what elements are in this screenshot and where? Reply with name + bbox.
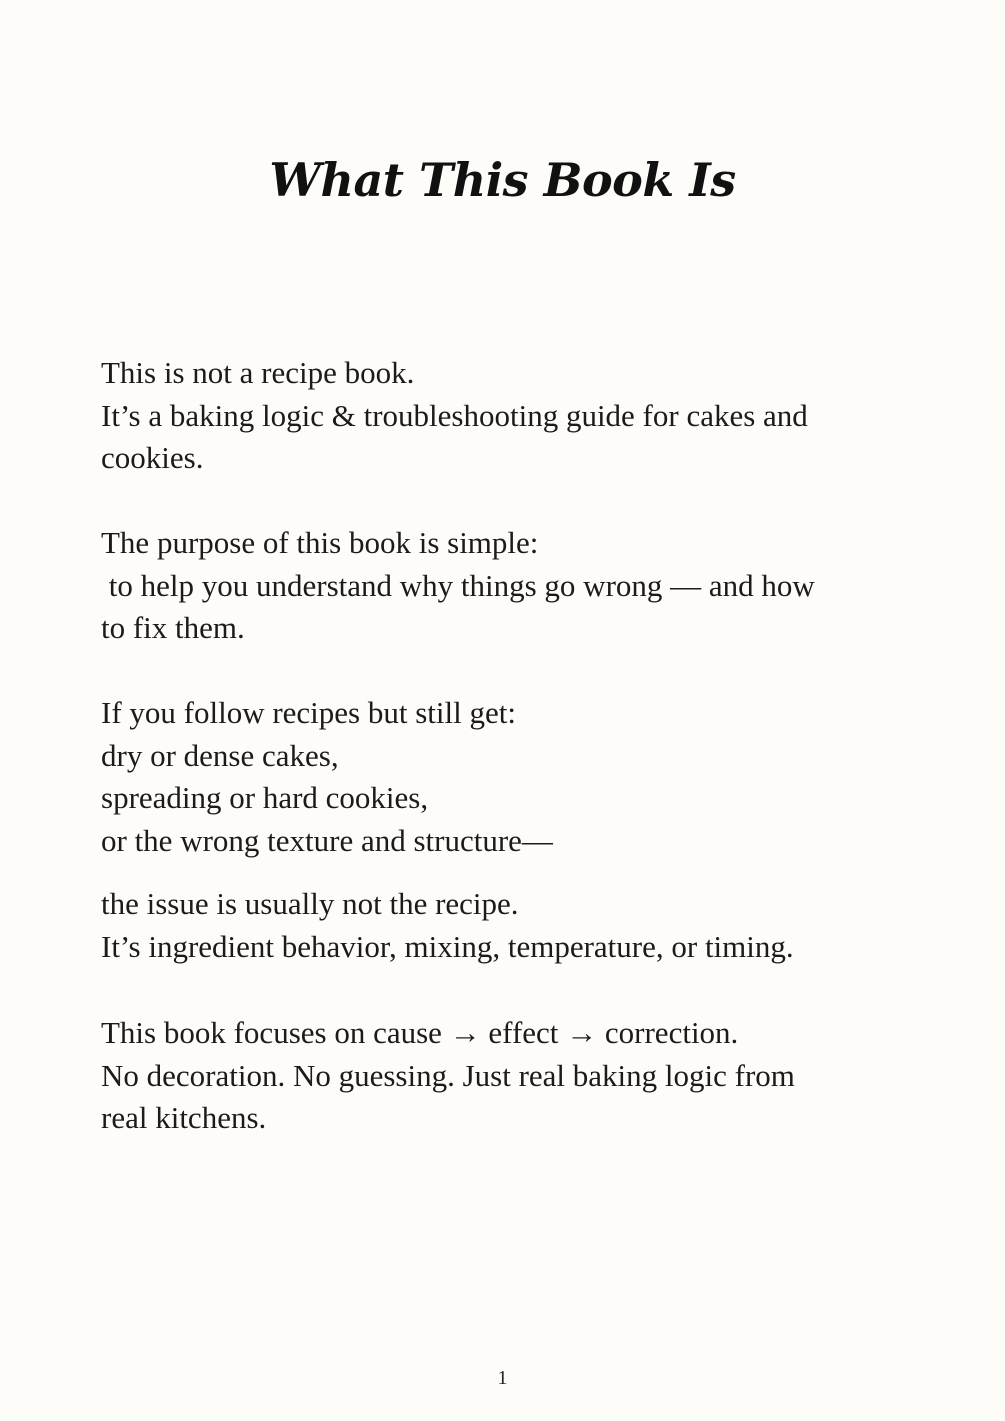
paragraph-line: dry or dense cakes, — [101, 737, 339, 773]
paragraph-line: or the wrong texture and structure— — [101, 822, 553, 858]
paragraph-line: It’s ingredient behavior, mixing, temperature, or timing. — [101, 928, 794, 964]
paragraph-focus — [101, 1012, 921, 1140]
paragraph-intro — [101, 352, 921, 480]
paragraph-line: the issue is usually not the recipe. — [101, 886, 519, 921]
paragraph-line: to fix them. — [101, 610, 245, 645]
page-title: What This Book Is — [269, 153, 736, 207]
paragraph-line: This is not a recipe book. — [101, 355, 415, 390]
paragraph-line: It’s a baking logic & troubleshooting guide for cakes and — [101, 397, 808, 433]
paragraph-purpose — [101, 522, 921, 650]
paragraph-line: real kitchens. — [101, 1100, 267, 1135]
paragraph-line: No decoration. No guessing. Just real baking logic from — [101, 1057, 795, 1093]
paragraph-problems — [101, 692, 921, 862]
paragraph-line: cookies. — [101, 440, 204, 475]
paragraph-line: spreading or hard cookies, — [101, 780, 429, 815]
paragraph-line: to help you understand why things go wrong — and how — [101, 567, 815, 603]
page-number: 1 — [497, 1367, 508, 1389]
paragraph-line: This book focuses on cause → effect → correction. — [101, 1015, 739, 1050]
paragraph-issue — [101, 883, 921, 968]
paragraph-line: The purpose of this book is simple: — [101, 525, 539, 560]
paragraph-line: If you follow recipes but still get: — [101, 695, 516, 730]
